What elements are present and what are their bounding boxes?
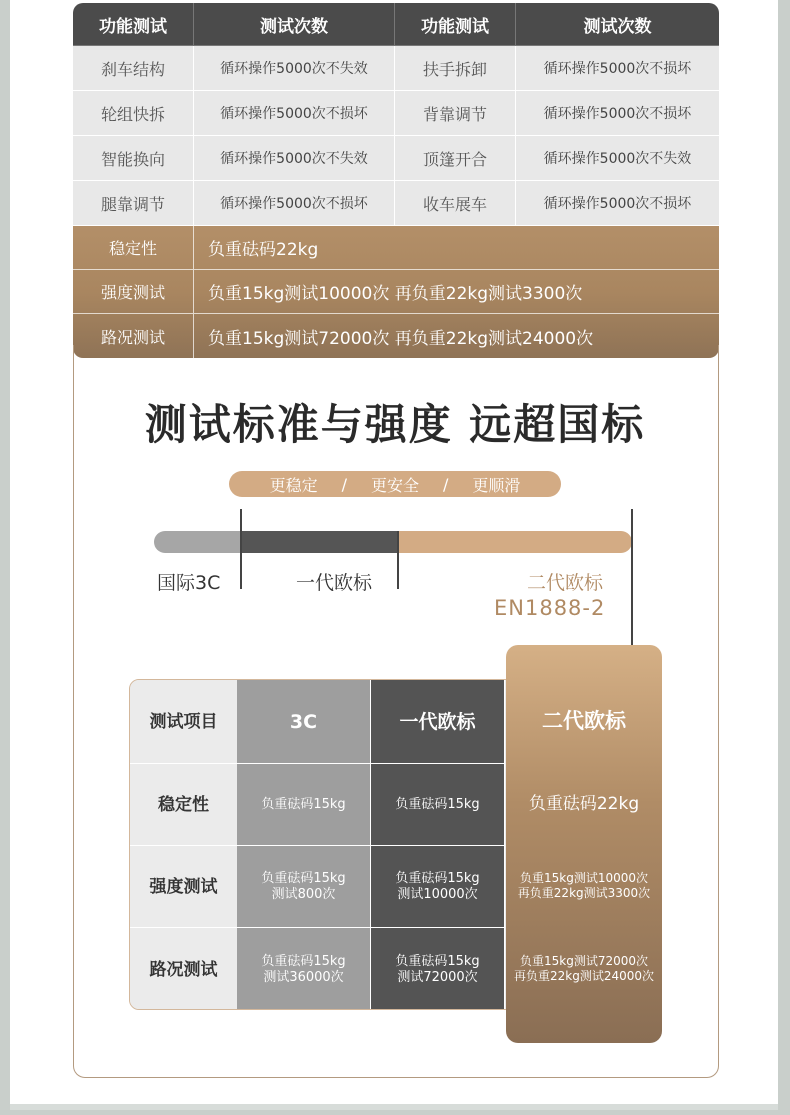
frame-bottom-border xyxy=(10,1104,778,1110)
table-cell: 负重15kg测试72000次 再负重22kg测试24000次 xyxy=(513,953,654,983)
table-cell: 负重砝码15kg 测试36000次 xyxy=(237,928,371,1010)
header-cell: 测试次数 xyxy=(516,3,719,46)
table-cell: 负重砝码22kg xyxy=(194,226,719,270)
table-row xyxy=(73,181,719,226)
table-cell: 负重15kg测试10000次 再负重22kg测试3300次 xyxy=(194,270,719,314)
table-cell: 循环操作5000次不失效 xyxy=(194,136,395,181)
header-cell: 功能测试 xyxy=(395,3,516,46)
scale-bar-gen1 xyxy=(241,531,399,553)
table-cell: 3C xyxy=(237,680,371,764)
table-cell: 负重砝码22kg xyxy=(528,793,640,814)
table-cell: 稳定性 xyxy=(73,226,194,270)
table-cell: 负重砝码15kg 测试10000次 xyxy=(371,846,505,928)
highlight-rows xyxy=(73,226,719,358)
scale-bar-3c xyxy=(154,531,254,553)
scale-label-3c: 国际3C xyxy=(157,572,221,594)
table-cell: 循环操作5000次不损坏 xyxy=(194,91,395,136)
table-cell: 腿靠调节 xyxy=(73,181,194,226)
table-cell: 收车展车 xyxy=(395,181,516,226)
pill-text: 更稳定 xyxy=(269,475,318,495)
scale-marker-3c xyxy=(240,509,242,589)
function-test-table xyxy=(73,3,719,358)
table-cell: 扶手拆卸 xyxy=(395,46,516,91)
header-cell: 测试次数 xyxy=(194,3,395,46)
table-cell: 循环操作5000次不损坏 xyxy=(516,46,719,91)
table-row xyxy=(73,270,719,314)
table-cell: 负重15kg测试10000次 再负重22kg测试3300次 xyxy=(517,871,651,900)
table-cell: 负重砝码15kg 测试800次 xyxy=(237,846,371,928)
pill-separator: / xyxy=(341,474,347,494)
table-cell: 循环操作5000次不损坏 xyxy=(516,181,719,226)
table-cell: 负重砝码15kg 测试72000次 xyxy=(371,928,505,1010)
table-cell: 轮组快拆 xyxy=(73,91,194,136)
header-cell: 功能测试 xyxy=(73,3,194,46)
benefits-pill xyxy=(229,471,561,497)
table-cell: 路况测试 xyxy=(73,314,194,358)
scale-bar-gen2 xyxy=(399,531,632,553)
scale-label-gen2: 二代欧标 xyxy=(527,572,604,594)
pill-text: 更安全 xyxy=(370,475,419,495)
table-header-row xyxy=(73,3,719,46)
comparison-table xyxy=(129,679,529,1010)
table-row xyxy=(73,226,719,270)
column-gen1 xyxy=(371,680,505,1010)
table-cell: 负重砝码15kg xyxy=(237,764,371,846)
table-cell: 背靠调节 xyxy=(395,91,516,136)
table-row xyxy=(73,91,719,136)
table-cell: 负重砝码15kg xyxy=(371,764,505,846)
column-3c xyxy=(237,680,371,1010)
table-cell: 循环操作5000次不损坏 xyxy=(194,181,395,226)
table-cell: 强度测试 xyxy=(73,270,194,314)
table-cell: 一代欧标 xyxy=(371,680,505,764)
scale-marker-gen1 xyxy=(397,531,399,589)
table-cell: 循环操作5000次不损坏 xyxy=(516,91,719,136)
pill-separator: / xyxy=(443,474,449,494)
table-cell: 循环操作5000次不失效 xyxy=(516,136,719,181)
pill-text: 更顺滑 xyxy=(472,475,521,495)
table-cell: 二代欧标 xyxy=(542,708,626,733)
scale-marker-gen2 xyxy=(631,509,633,649)
table-cell: 强度测试 xyxy=(130,846,237,928)
table-row xyxy=(73,46,719,91)
table-cell: 刹车结构 xyxy=(73,46,194,91)
table-cell: 顶篷开合 xyxy=(395,136,516,181)
scale-label-en1888: EN1888-2 xyxy=(494,596,606,620)
table-cell: 路况测试 xyxy=(149,959,218,980)
column-names xyxy=(130,680,237,1010)
table-cell: 稳定性 xyxy=(130,764,237,846)
column-gen2 xyxy=(506,645,662,1043)
headline: 测试标准与强度 远超国标 xyxy=(144,400,646,449)
table-cell: 测试项目 xyxy=(130,680,237,764)
scale-label-gen1: 一代欧标 xyxy=(296,572,373,594)
table-cell: 循环操作5000次不失效 xyxy=(194,46,395,91)
table-cell: 负重15kg测试72000次 再负重22kg测试24000次 xyxy=(208,328,594,349)
table-row xyxy=(73,136,719,181)
table-cell: 智能换向 xyxy=(73,136,194,181)
